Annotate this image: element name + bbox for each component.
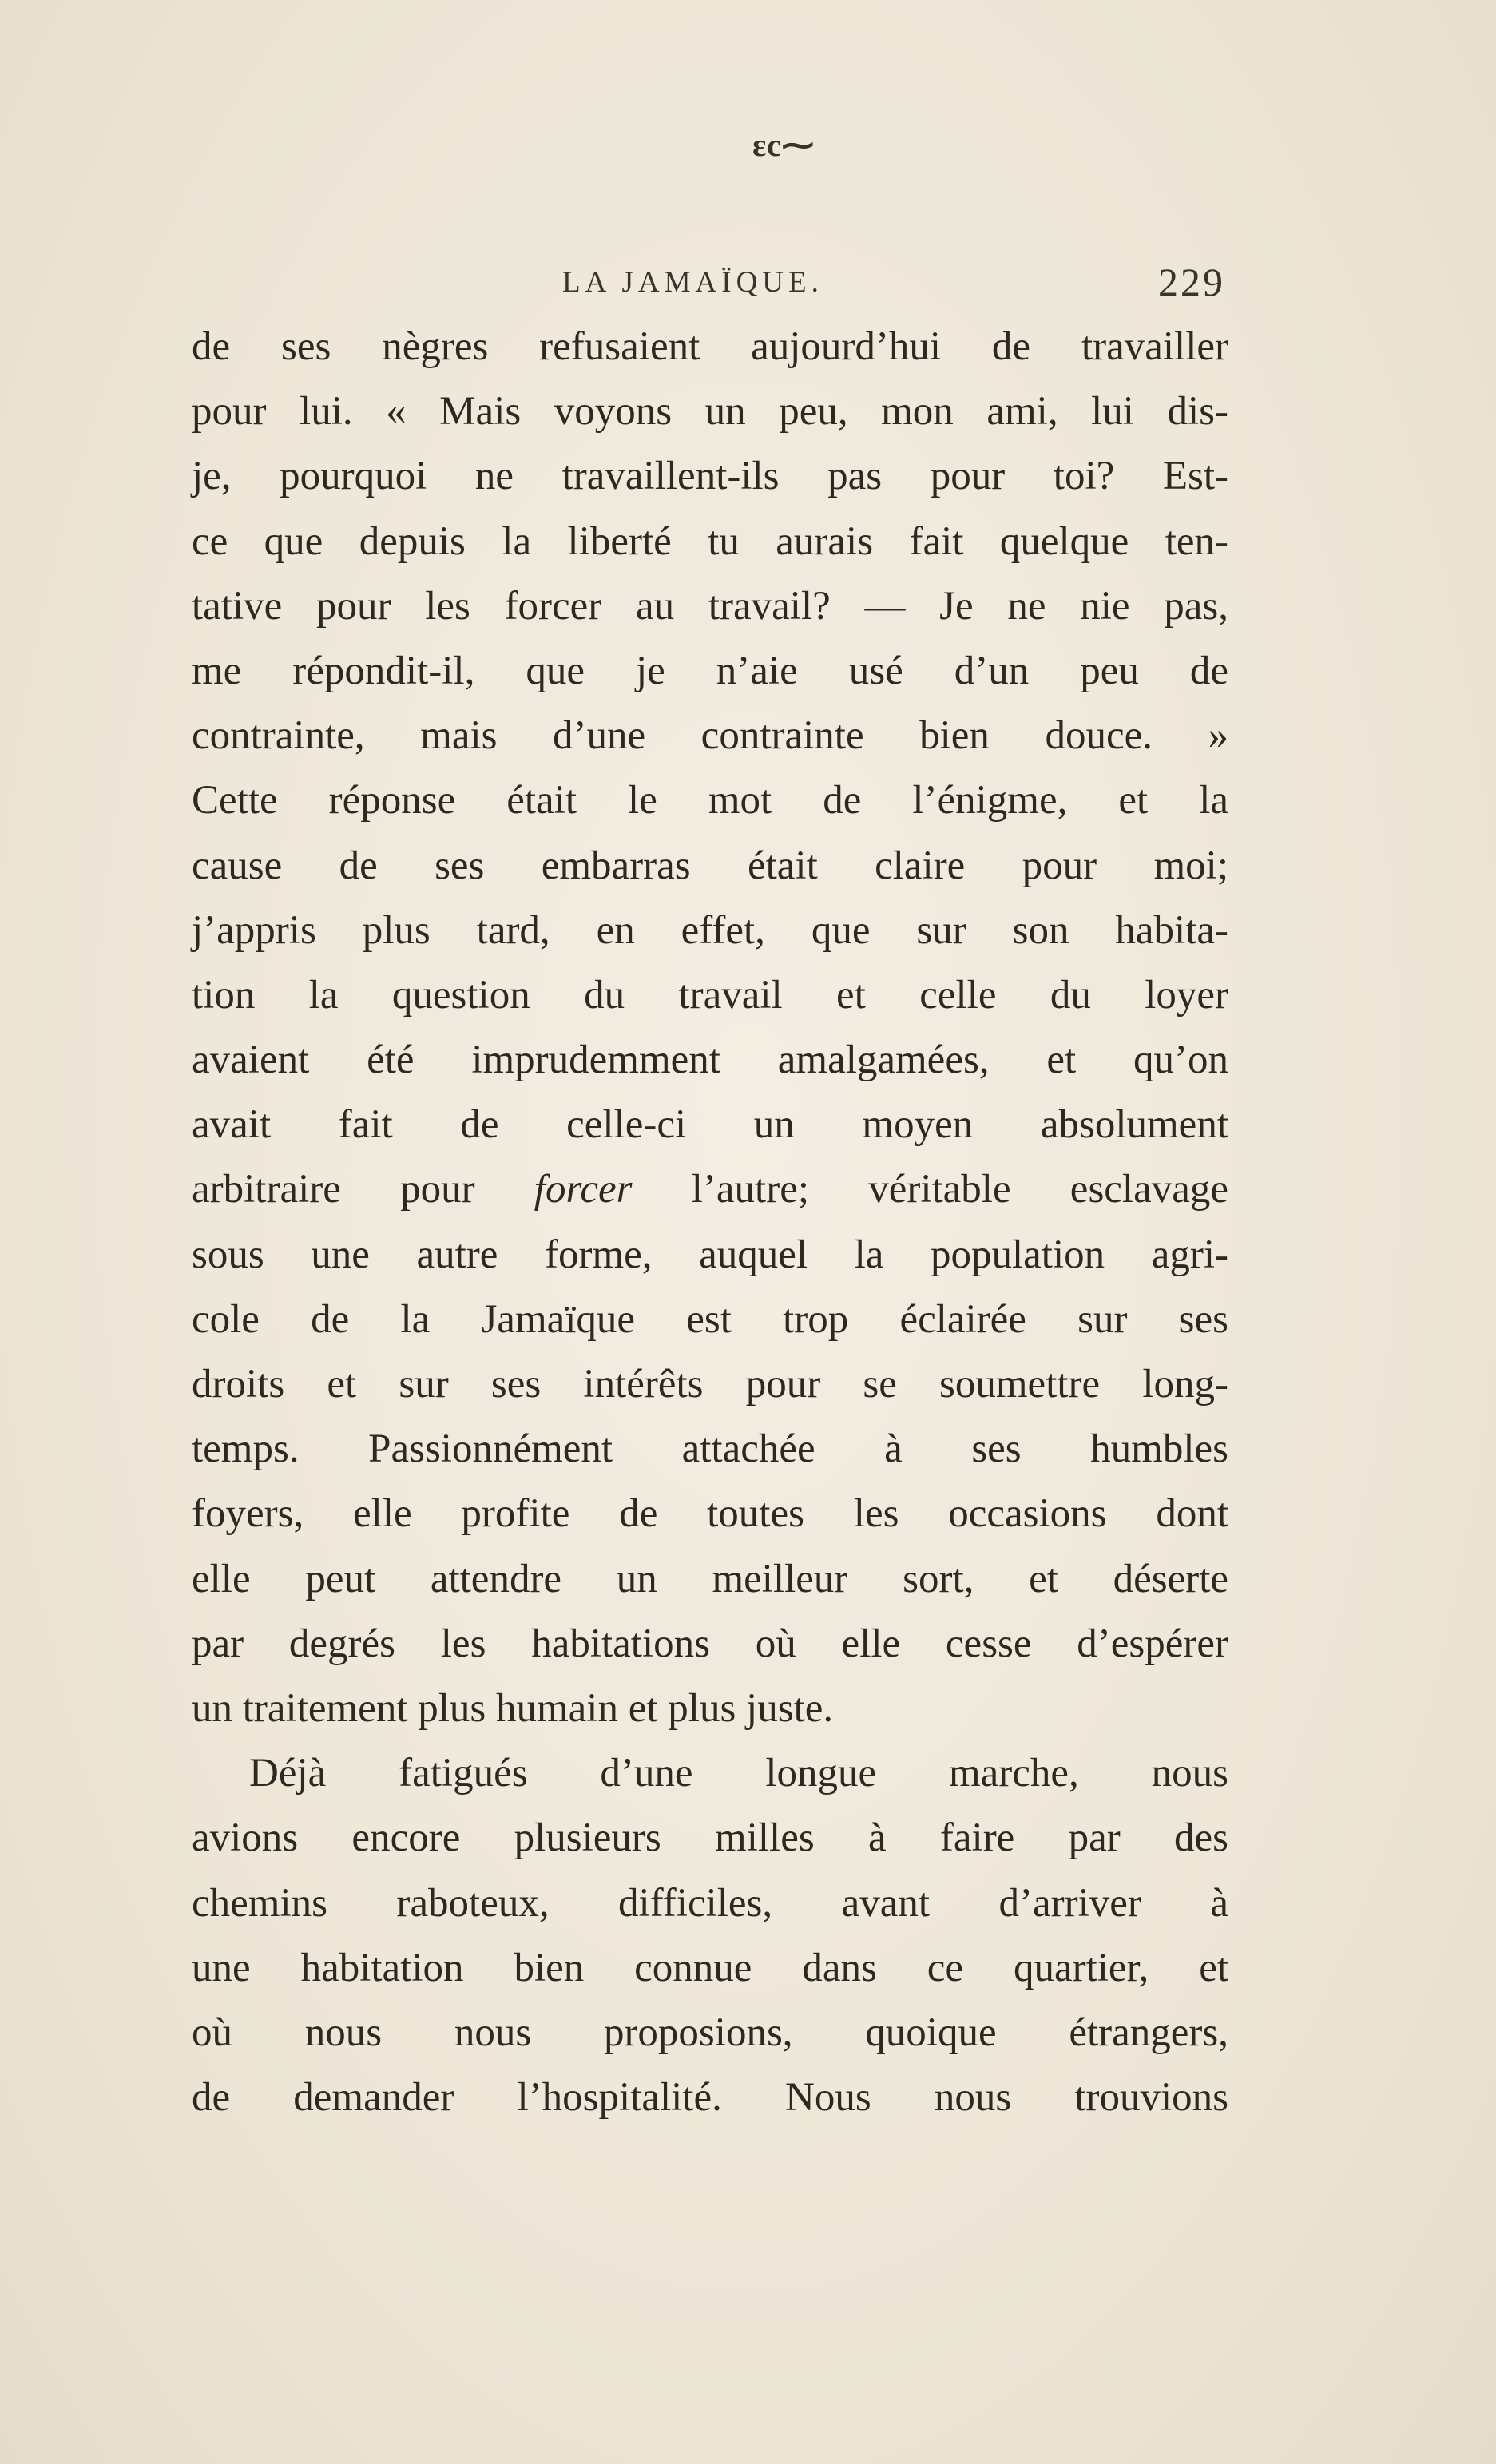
text-line: avions encore plusieurs milles à faire par des	[192, 1815, 1228, 1861]
text-segment: arbitraire pour	[192, 1167, 475, 1212]
text-line: sous une autre forme, auquel la population agri-	[192, 1232, 1228, 1277]
body-text	[192, 315, 1228, 2130]
text-line: contrainte, mais d’une contrainte bien douce. »	[192, 713, 1228, 759]
page-header	[562, 259, 1225, 307]
text-segment: l’autre; véritable esclavage	[691, 1167, 1229, 1212]
text-line: par degrés les habitations où elle cesse d’espérer	[192, 1621, 1228, 1666]
text-line: j’appris plus tard, en effet, que sur son habita-	[192, 907, 1228, 953]
text-line: temps. Passionnément attachée à ses humbles	[192, 1426, 1228, 1472]
text-line: de ses nègres refusaient aujourd’hui de travailler	[192, 324, 1228, 369]
paragraph-start-line: Déjà fatigués d’une longue marche, nous	[249, 1751, 1228, 1796]
text-line: où nous nous proposions, quoique étrangers,	[192, 2010, 1228, 2055]
text-line: me répondit-il, que je n’aie usé d’un peu de	[192, 648, 1228, 693]
text-line: ce que depuis la liberté tu aurais fait quelque ten-	[192, 518, 1228, 564]
text-line-with-emphasis	[192, 1157, 1228, 1222]
text-line: elle peut attendre un meilleur sort, et déserte	[192, 1556, 1228, 1601]
printer-mark: ɛc⁓	[752, 127, 815, 163]
page-number: 229	[1158, 260, 1225, 304]
paragraph-end-line: un traitement plus humain et plus juste.	[192, 1685, 834, 1731]
emphasized-word: forcer	[534, 1167, 633, 1212]
text-line: je, pourquoi ne travaillent-ils pas pour toi? Est-	[192, 454, 1228, 499]
text-line: avait fait de celle-ci un moyen absolument	[192, 1102, 1228, 1148]
text-line: tative pour les forcer au travail? — Je ne nie pas,	[192, 583, 1228, 629]
text-line: cause de ses embarras était claire pour moi;	[192, 843, 1228, 888]
text-line: Cette réponse était le mot de l’énigme, et la	[192, 778, 1228, 823]
text-line: chemins raboteux, difficiles, avant d’arriver à	[192, 1880, 1228, 1926]
text-line: de demander l’hospitalité. Nous nous trouvions	[192, 2075, 1228, 2121]
running-head: LA JAMAÏQUE.	[562, 266, 823, 299]
text-line: avaient été imprudemment amalgamées, et qu’on	[192, 1038, 1228, 1083]
text-line: droits et sur ses intérêts pour se soumettre long-	[192, 1362, 1228, 1407]
text-line: pour lui. « Mais voyons un peu, mon ami, lui dis-	[192, 389, 1228, 434]
text-line: foyers, elle profite de toutes les occasions dont	[192, 1491, 1228, 1537]
text-line: cole de la Jamaïque est trop éclairée sur ses	[192, 1296, 1228, 1342]
text-line: tion la question du travail et celle du loyer	[192, 972, 1228, 1018]
text-line: une habitation bien connue dans ce quartier, et	[192, 1945, 1228, 1990]
